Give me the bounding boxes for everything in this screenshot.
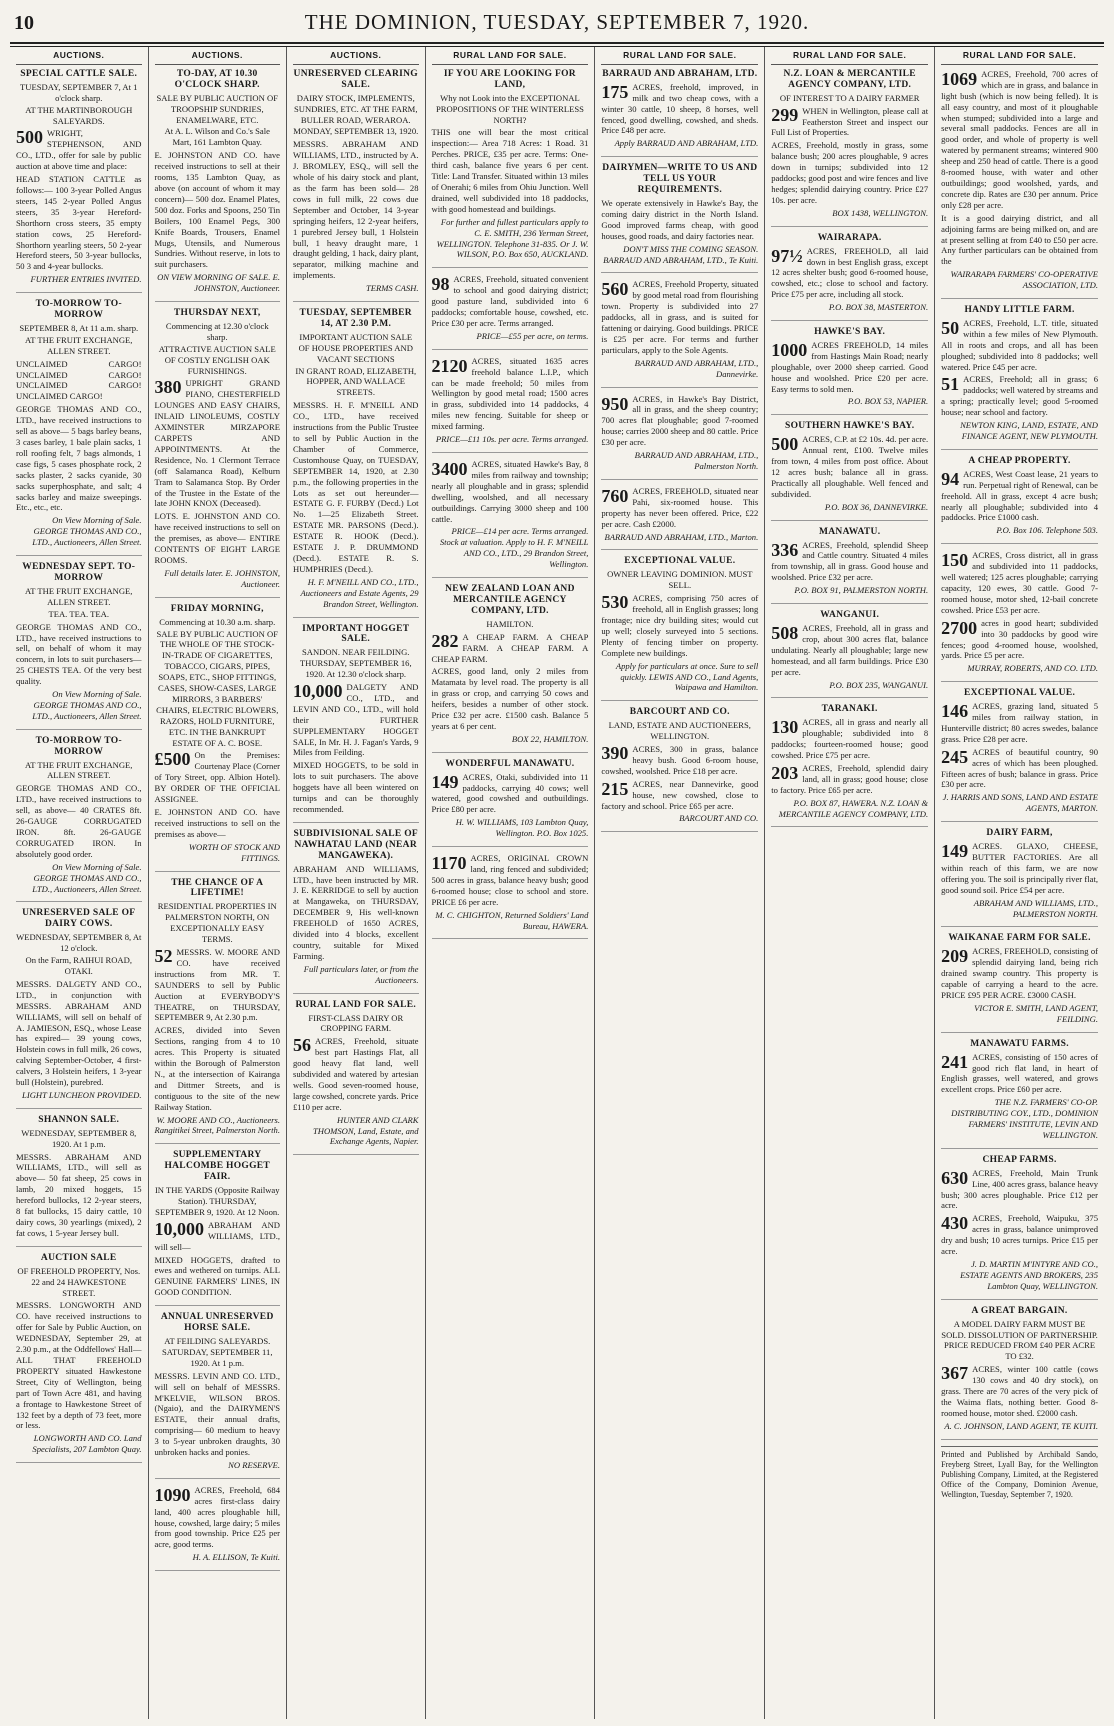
ad-text: ACRES, all in grass and nearly all ploughable; subdivided into 8 paddocks; fourteen-roomed house; good cowshed. Price £75 per acre. [771,717,929,761]
advertisement [155,1485,281,1571]
ad-heading: NEW ZEALAND LOAN AND MERCANTILE AGENCY COMPANY, LTD. [445,584,575,616]
ad-place: AT THE FRUIT EXCHANGE, ALLEN STREET. [25,759,133,781]
ad-place: On the Farm, RAIHUI ROAD, OTAKI. [25,955,132,976]
ad-subheading: Why not Look into the EXCEPTIONAL PROPOSITIONS OF THE WINTERLESS NORTH? [435,92,584,125]
ad-signature: P.O. BOX 38, MASTERTON. [828,302,929,313]
column-6 [765,47,935,1719]
advertisement [16,908,142,1108]
advertisement [155,69,281,302]
ad-signature: PRICE—£55 per acre, on terms. [476,330,589,341]
ad-text: MESSRS. LONGWORTH AND CO. have received instructions to offer for Sale by Public Auction, on WEDNESDAY, September 29, at 2.30 p.m., at the Oddfellows' Hall— ALL THAT FREEHOLD PROPERTY situated Hawkestone Street, City of Wellington, being part of Town Acre 481, and having a frontage to Hawkestone Street of 132 feet by a depth of 73 feet, more or less. [16,1300,142,1431]
column-7 [935,47,1104,1719]
ad-signature: WAIRARAPA FARMERS' CO-OPERATIVE ASSOCIATION, LTD. [950,269,1098,291]
ad-subheading: Commencing at 12.30 o'clock sharp. [165,320,269,342]
ad-signature: P.O. BOX 53, NAPIER. [847,396,929,407]
ad-text: THIS one will bear the most critical inspection:— Area 718 Acres: 1 Road. 31 Perches. PRICE, £35 per acre. Terms: One-third cash, balance five years 6 per cent. Title: Land Transfer. Situated within 13 miles of Onerahi; 6 miles from Ohiu Junction. Well drained, well subdivided into 18 paddocks, with good homestead and buildings. [431,127,589,214]
ad-place: ATTRACTIVE AUCTION SALE OF COSTLY ENGLISH OAK FURNISHINGS. [158,343,276,376]
ad-heading: WAIKANAE FARM FOR SALE. [948,933,1091,944]
ad-text-secondary: ACRES, Freehold; all in grass; 6 paddocks; well watered by streams and a spring; practically level; good 5-roomed house; near school and factory. [941,374,1098,418]
ad-text-secondary: ACRES, near Dannevirke, good house, new cowshed, close to factory and school. Price £65 per acre. [601,778,759,811]
ad-subheading: SANDON. NEAR FEILDING. THURSDAY, SEPTEMBER 16, 1920. At 12.30 o'clock sharp. [299,647,412,680]
ad-subheading: WEDNESDAY, SEPTEMBER 8, 1920. At 1 p.m. [21,1127,137,1149]
column-4 [426,47,596,1719]
ad-heading: TUESDAY, SEPTEMBER 14, AT 2.30 P.M. [299,308,412,329]
ad-subheading: SEPTEMBER 8, At 11 a.m. sharp. [19,322,139,333]
ad-signature: On View Morning of Sale. GEORGE THOMAS AND CO., LTD., Auctioneers, Allen Street. [32,515,142,548]
ad-signature: H. W. WILLIAMS, 103 Lambton Quay, Wellington. P.O. Box 1025. [455,817,589,839]
ad-text: WRIGHT, STEPHENSON, AND CO., LTD., offer for sale by public auction at above time and place: [16,128,142,172]
ad-signature: NEWTON KING, LAND, ESTATE, AND FINANCE AGENT, NEW PLYMOUTH. [960,420,1098,441]
ad-text-secondary: MIXED HOGGETS, to be sold in lots to suit purchasers. The above hoggets have all been wintered on turnips and can be thoroughly recommended. [293,760,419,814]
ad-heading: RURAL LAND FOR SALE. [295,999,417,1010]
ad-figure-secondary: 430 [941,1213,969,1234]
ad-signature: BARRAUD AND ABRAHAM, LTD., Dannevirke. [634,357,759,379]
ad-signature: ON VIEW MORNING OF SALE. E. JOHNSTON, Auctioneer. [157,272,280,294]
ad-heading: SPECIAL CATTLE SALE. [20,68,138,79]
column-header: AUCTIONS. [16,47,142,65]
ad-subheading: SALE BY PUBLIC AUCTION OF TROOPSHIP SUNDRIES, ENAMELWARE, ETC. [156,92,278,125]
ad-figure: 760 [601,485,629,506]
advertisement [941,305,1098,450]
advertisement [293,69,419,302]
ad-signature: M. C. CHIGHTON, Returned Soldiers' Land Bureau, HAWERA. [435,909,589,931]
ad-signature: A. C. JOHNSON, LAND AGENT, TE KUITI. [944,1420,1098,1431]
column-header: RURAL LAND FOR SALE. [771,47,928,65]
ad-signature: Apply BARRAUD AND ABRAHAM, LTD. [614,138,759,149]
ad-text: MESSRS. DALGETY AND CO., LTD., in conjunction with MESSRS. ABRAHAM AND WILLIAMS, will sell on behalf of A. JAMIESON, ESQ., whose Lease has expired— 39 young cows, Holstein cows in full milk, 26 cows, calving September-October, 4 first-calvers, 3 Holstein heifers, 1 3-year bull (Holstein), purebred. [16,978,142,1088]
ad-signature: P.O. BOX 235, WANGANUI. [829,679,929,690]
advertisement [941,1155,1098,1300]
ad-heading: BARRAUD AND ABRAHAM, LTD. [602,68,758,79]
ad-text: ACRES, Freehold, all in grass and crop, about 300 acres flat, balance undulating. Nearly all ploughable; large new homestead, and all farm buildings. Price £30 per acre. [771,622,929,677]
ad-text: ACRES, West Coast lease, 21 years to run. Perpetual right of Renewal, can be freehold. All in grass, except 4 acre bush; nearly all ploughable; subdivided into 4 paddocks. Price £1000 cash. [941,468,1098,523]
ad-signature: TERMS CASH. [365,283,419,294]
advertisement [432,459,589,578]
ad-text: ACRES, consisting of 150 acres of good rich flat land, in heart of English grasses, well watered, and grows excellent crops. Price £60 per acre. [941,1051,1098,1095]
ad-text: MESSRS. H. F. M'NEILL AND CO., LTD., have received instructions from the Public Trustee to sell by Public Auction in the Chamber of Commerce, Customhouse Quay, on TUESDAY, SEPTEMBER 14, 1920, at 2.30 p.m., the following properties in the Lots as set out hereunder— ESTATE G. F. FURBY (Decd.) Lot No. 1—25 Elizabeth Street. ESTATE MR. PARSONS (Decd.). ESTATE R. HOOK (Decd.). ESTATE J. P. DRUMMOND (Decd.). ESTATE R. S. HUMPHRIES (Decd.). [293,400,419,574]
ad-figure: 560 [601,279,629,300]
ad-heading: BARCOURT AND CO. [629,707,730,718]
ad-place: AT THE MARTINBOROUGH SALEYARDS. [25,104,133,126]
ad-heading: A CHEAP PROPERTY. [968,455,1071,466]
ad-figure: 130 [771,717,799,738]
ad-text: A CHEAP FARM. A CHEAP FARM. A CHEAP FARM. A CHEAP FARM. [431,631,589,664]
ad-subheading: OWNER LEAVING DOMINION. MUST SELL. [607,569,753,591]
ad-subheading: AT FEILDING SALEYARDS. SATURDAY, SEPTEMBER 11, 1920. At 1 p.m. [162,1335,273,1368]
column-header: AUCTIONS. [155,47,281,65]
ad-text-secondary: ACRES, Freehold, splendid dairy land, all in grass; good house; close to factory. Price £65 per acre. [771,762,929,795]
ad-place: AT THE FRUIT EXCHANGE, ALLEN STREET. [25,334,133,356]
ad-signature: PRICE—£14 per acre. Terms arranged. Stock at valuation. Apply to H. F. M'NEILL AND CO., LTD., 29 Brandon Street, Wellington. [439,526,589,570]
ad-signature: THE N.Z. FARMERS' CO-OP. DISTRIBUTING COY., LTD., DOMINION FARMERS' INSTITUTE, LEVIN AND WELLINGTON. [951,1097,1098,1140]
column-2 [149,47,288,1719]
ad-figure: 630 [941,1167,969,1188]
ad-heading: N.Z. LOAN & MERCANTILE AGENCY COMPANY, LTD. [783,68,916,90]
ad-figure: 175 [601,81,629,102]
ad-figure: 10,000 [154,1218,204,1239]
ad-subheading: OF INTEREST TO A DAIRY FARMER [779,92,920,103]
advertisement [771,704,928,827]
ad-text: MESSRS. ABRAHAM AND WILLIAMS, LTD., instructed by A. J. BROMLEY, ESQ., will sell the whole of his dairy stock and plant, as the farm has been sold— 28 cows in full milk, 22 cows due September and October, 14 3-year springing heifers, 12 2-year heifers, 1 purebred Jersey bull, 1 Holstein bull, 1 heavy draught mare, 1 draught gelding, 1 hack, dairy plant, separator, milking machine and implements. [293,139,419,281]
ad-figure: 508 [771,622,799,643]
ad-text-secondary: HEAD STATION CATTLE as follows:— 100 3-year Polled Angus steers, 145 2-year Polled Angus steers, 35 3-year Hereford-Shorthorn cross steers, 35 empty station cows, 25 Hereford-Shorthorn yearling steers, 50 2-year Hereford steers, 50 3-year bullocks, 50 3 and 4-year bullocks. [16,174,142,272]
ad-figure: 2120 [431,355,468,376]
ad-figure-secondary: 245 [941,746,969,767]
ad-text: ACRES, Freehold Property, situated by good metal road from flourishing town. Property is subdivided into 27 paddocks, all in grass, and is suited for fattening or dairying. Good buildings. PRICE is £25 per acre. For terms and further particulars, apply to the Sole Agents. [601,279,759,355]
ad-figure: 1090 [154,1484,191,1505]
ad-figure: 530 [601,592,629,613]
ad-signature: On View Morning of Sale. GEORGE THOMAS AND CO., LTD., Auctioneers, Allen Street. [32,861,142,894]
ad-heading: SHANNON SALE. [38,1114,120,1125]
ad-heading: IMPORTANT HOGGET SALE. [302,623,410,645]
advertisement [155,1150,281,1306]
ad-signature: WORTH OF STOCK AND FITTINGS. [188,841,280,863]
ad-signature: LIGHT LUNCHEON PROVIDED. [22,1089,142,1100]
ad-text: ACRES, FREEHOLD, situated near Pahi, six-roomed house. This property has never been offered. Price, £22 per acre. Cash £2000. [601,485,759,529]
ad-heading: WEDNESDAY SEPT. TO-MORROW [22,562,136,583]
ad-text: MESSRS. W. MOORE AND CO. have received instructions from MR. T. SAUNDERS to sell by Public Auction at EVERYBODY'S THEATRE, on THURSDAY, SEPTEMBER 9, At 2.30 p.m. [154,946,280,1023]
ad-text: ACRES. GLAXO, CHEESE, BUTTER FACTORIES. Are all within reach of this farm, we are now offering you. The soil is principally river flat, good sound soil. Price £54 per acre. [941,841,1098,895]
ad-heading: SUBDIVISIONAL SALE OF NAWHATAU LAND (NEAR MANGAWEKA). [293,828,419,861]
advertisement [771,233,928,321]
ad-subheading: IMPORTANT AUCTION SALE OF HOUSE PROPERTIES AND VACANT SECTIONS [298,331,413,364]
ad-subheading: FIRST-CLASS DAIRY OR CROPPING FARM. [308,1012,404,1034]
advertisement [601,163,758,273]
advertisement [432,356,589,453]
ad-figure: 500 [16,127,43,148]
ad-heading: IF YOU ARE LOOKING FOR LAND, [443,68,576,90]
advertisement [432,69,589,268]
ad-figure: 241 [941,1051,969,1072]
ad-subheading: OF FREEHOLD PROPERTY, Nos. 22 and 24 HAWKESTONE STREET. [17,1265,141,1298]
ad-figure: 950 [601,393,629,414]
column-header: RURAL LAND FOR SALE. [941,47,1098,65]
ad-signature: BOX 1438, WELLINGTON. [832,207,929,218]
advertisement [941,1306,1098,1440]
ad-signature: Full details later. E. JOHNSTON, Auctioneer. [164,567,280,589]
advertisement [941,933,1098,1032]
advertisement [155,604,281,872]
ad-text-secondary: ACRES, Freehold, mostly in grass, some balance bush; 200 acres ploughable, 9 acres down in turnips; subdivided into 12 paddocks; good post and wire fences and live hedges; splendid dairying country. Price £27 10s. per acre. [771,140,929,205]
ad-signature: J. HARRIS AND SONS, LAND AND ESTATE AGENTS, MARTON. [942,792,1098,814]
column-grid [10,46,1104,1719]
ad-signature: BARRAUD AND ABRAHAM, LTD., Marton. [604,531,759,542]
advertisement [293,624,419,823]
ad-heading: A GREAT BARGAIN. [971,1305,1068,1316]
column-header: RURAL LAND FOR SALE. [432,47,589,65]
advertisement [941,1039,1098,1149]
ad-figure: 367 [941,1363,969,1384]
ad-figure-secondary: 203 [771,762,799,783]
ad-heading: DAIRYMEN—WRITE TO US AND TELL US YOUR REQUIREMENTS. [602,163,758,196]
ad-subheading: Commencing at 10.30 a.m. sharp. [159,616,276,627]
ad-text: ACRES, Freehold, situate best part Hastings Flat, all good heavy flat land, well subdivided and watered by artesian wells. Good seven-roomed house, large cowshed, concrete yards. Price £110 per acre. [293,1036,419,1112]
ad-heading: EXCEPTIONAL VALUE. [624,556,736,567]
advertisement [601,486,758,551]
column-5 [595,47,765,1719]
ad-text: ACRES, 300 in grass, balance heavy bush. Good 6-room house, cowshed, woolshed. Price £18 per acre. [601,744,759,776]
advertisement [432,853,589,939]
ad-figure: 97½ [771,245,803,266]
advertisement [941,550,1098,682]
ad-subheading: LAND, ESTATE AND AUCTIONEERS, WELLINGTON. [608,720,751,742]
ad-figure: 3400 [431,459,468,479]
advertisement [155,878,281,1145]
advertisement [941,69,1098,299]
column-3 [287,47,426,1719]
ad-figure: 500 [771,434,799,455]
ad-heading: TO-MORROW TO-MORROW [35,299,122,321]
ad-figure: 299 [771,104,799,125]
ad-text: ACRES, Freehold, 700 acres of which are in grass, and balance in light bush (which is now being felled). It is all easy country, and most of it ploughable when stumped; subdivided into a large and several small paddocks. Fences are all in good order, and whole of property is well watered by permanent streams; wintered 900 sheep and 250 head of cattle. There is a good 8-roomed house, with water and other outbuildings; good woolshed, yards, and concrete dip. Rates are £30 per annum. Price only £28 per acre. [941,68,1098,210]
ad-subheading: AT THE FRUIT EXCHANGE, ALLEN STREET. [25,585,133,607]
ad-text: ACRES, Freehold, 684 acres first-class dairy land, 400 acres ploughable hill, house, cowshed, large dairy; 5 miles from good township. Price £25 per acre, good terms. [154,1484,280,1550]
ad-text: GEORGE THOMAS AND CO., LTD., have received instructions to sell, on behalf of whom it may concern, in lots to suit purchasers— 25 CHESTS TEA. Of the very best quality. [16,621,142,687]
ad-figure: 94 [941,468,960,489]
ad-text: ACRES, freehold, improved, in milk and two cheap cows, with a winter 30 cattle, 10 sheep, 8 horses, well fenced, good dwelling, cowshed, and sheds. Price £48 per acre. [601,81,759,136]
ad-text: DALGETY AND CO., LTD., and LEVIN AND CO., LTD., will hold their FURTHER SUPPLEMENTARY HOGGET SALE, In Mr. H. J. Fagan's Yards, 9 Miles from Feilding. [293,682,419,758]
ad-text: ACRES FREEHOLD, 14 miles from Hastings Main Road; nearly ploughable, over 2000 sheep carried. Good house and woolshed. Price £20 per acre. Easy terms to sold men. [771,339,929,394]
ad-signature: NO RESERVE. [228,1459,280,1470]
ad-figure: 1170 [431,853,467,874]
ad-heading: THURSDAY NEXT, [173,308,261,319]
ad-text: ACRES, FREEHOLD, consisting of splendid dairying land, being rich drained swamp country. This property is capable of carrying a heard to the acre. PRICE £95 PER ACRE. £3000 CASH. [941,946,1098,1000]
advertisement [293,308,419,617]
ad-text: E. JOHNSTON AND CO. have received instructions to sell at their rooms, 135 Lambton Quay, as above (on account of whom it may concern)— 500 doz. Enamel Plates, 500 doz. Forks and Spoons, 250 Tin Boilers, 100 Enamel Pegs, 300 Knife Boards, Trousers, Enamel Mugs, Utensils, and Numerous Sundries. Without reserve, in lots to suit purchasers. [154,150,280,270]
ad-heading: TO-MORROW TO-MORROW [35,735,122,757]
ad-place: SALE BY PUBLIC AUCTION OF THE WHOLE OF THE STOCK-IN-TRADE OF CIGARETTES, TOBACCO, CIGARS, PIPES, SOAPS, ETC., SHOP FITTINGS, CASES, SHOW-CASES, LARGE MIRRORS, 3 BARBERS' CHAIRS, ELECTRIC BLOWERS, RAZORS, HOLD FURNITURE, ETC. IN THE BANKRUPT ESTATE OF A. C. BOSE. [156,628,279,748]
printer-imprint: Printed and Published by Archibald Sando, Freyberg Street, Lyall Bay, for the Wellington Publishing Company, Limited, at the Registered Office of the Company, Dominion Avenue, Wellington, Tuesday, September 7, 1920. [941,1446,1098,1500]
ad-heading: FRIDAY MORNING, [170,603,264,614]
advertisement [16,562,142,730]
ad-text: MESSRS. ABRAHAM AND WILLIAMS, LTD., will sell as above— 50 fat sheep, 25 cows in lamb, 20 mixed hoggets, 15 hereford bullocks, 12 2-year steers, 8 fat bullocks, 15 dairy cattle, 10 dairy cows, 30 yearlings (mixed), 2 fat cows, 1 5-year Jersey bull. [16,1151,142,1238]
advertisement [771,610,928,698]
ad-text: ACRES, comprising 750 acres of freehold, all in English grasses; long frontage; nice dry building sites; would cut up well; closely surveyed into 5 sections. Plenty of fencing timber on property. Complete new buildings. [601,593,759,658]
ad-text-secondary: MIXED HOGGETS, drafted to ewes and wethered on turnips. ALL GENUINE FARMERS' LINES, IN GOOD CONDITION. [154,1254,280,1298]
advertisement [155,1312,281,1479]
advertisement [432,274,589,349]
ad-signature: Apply for particulars at once. Sure to sell quickly. LEWIS AND CO., Land Agents, Waipawa and Hamilton. [615,660,759,693]
ad-text: ACRES, Freehold, splendid Sheep and Cattle country. Situated 4 miles from township, all in grass. Good house and woolshed. Price £32 per acre. [771,539,929,583]
ad-heading: UNRESERVED SALE OF DAIRY COWS. [22,908,136,930]
ad-signature: FURTHER ENTRIES INVITED. [30,274,142,285]
ad-figure: 150 [941,550,969,571]
advertisement [941,456,1098,544]
ad-place: TEA. TEA. TEA. [48,608,110,619]
advertisement [771,327,928,415]
advertisement [16,1115,142,1247]
advertisement [941,828,1098,927]
ad-heading: THE CHANCE OF A LIFETIME! [171,877,264,899]
ad-text: ACRES, winter 100 cattle (cows 130 cows and 40 dry stock), on grass. There are 70 acres of the very pick of the Waima flats, nothing better. Good 8-roomed house, motor shed. £2000 cash. [941,1364,1098,1418]
advertisement [432,759,589,847]
ad-figure: 52 [154,945,173,966]
ad-place: MONDAY, SEPTEMBER 13, 1920. [293,126,419,137]
page-number: 10 [14,12,34,34]
ad-text: ACRES, C.P. at £2 10s. 4d. per acre. Annual rent, £100. Twelve miles from town, 4 miles from post office. About 12 acres bush; balance all in grass. Practically all ploughable. Well fenced and subdivided. [771,434,929,499]
ad-text: ACRES, grazing land, situated 5 miles from railway station, in Hunterville district; 80 acres swedes, balance grass. Price £28 per acre. [941,701,1098,744]
ad-signature: P.O. BOX 36, DANNEVIRKE. [824,501,929,512]
ad-heading: EXCEPTIONAL VALUE. [963,688,1076,699]
ad-heading: MANAWATU FARMS. [970,1038,1069,1049]
ad-signature: For further and fullest particulars apply to C. E. SMITH, 236 Yerman Street, WELLINGTON. Telephone 31-835. Or J. W. WILSON, P.O. Box 650, AUCKLAND. [436,216,589,260]
ad-subheading: A MODEL DAIRY FARM MUST BE SOLD. DISSOLUTION OF PARTNERSHIP. PRICE REDUCED FROM £40 PER ACRE TO £32. [941,1318,1098,1362]
ad-figure: 98 [431,274,450,295]
ad-place: IN GRANT ROAD, ELIZABETH, HOPPER, AND WALLACE STREETS. [295,365,417,398]
ad-text-secondary: ACRES, good land, only 2 miles from Matamata by level road. The property is all in grass or crop, and carrying 50 cows and heifers, besides a number of other stock. Price £32 per acre. £1500 cash. Balance 5 years at 6 per cent. [431,666,589,731]
ad-figure-secondary: 2700 [941,617,978,638]
ad-figure: 336 [771,539,799,560]
ad-figure: 390 [601,743,629,764]
ad-text: ABRAHAM AND WILLIAMS, LTD., have been instructed by MR. J. E. KERRIDGE to sell by auction at Mangaweka, on THURSDAY, DECEMBER 9, His well-known FREEHOLD of 1650 ACRES, divided into 4 blocks, excellent country, suitable for Mixed Farming. [293,863,419,961]
ad-figure: £500 [154,749,191,770]
advertisement [432,584,589,753]
column-1 [10,47,149,1719]
ad-text: We operate extensively in Hawke's Bay, the coming dairy district in the North Island. Good improved farms cheap, with good houses, good roads, and dairy factories near. [601,197,759,241]
ad-signature: BARCOURT AND CO. [679,813,759,824]
ad-signature: Full particulars later, or from the Auctioneers. [303,963,419,985]
ad-subheading: DAIRY STOCK, IMPLEMENTS, SUNDRIES, ETC. AT THE FARM, BULLER ROAD, WERAROA. [294,92,418,125]
ad-figure-secondary: 51 [941,374,960,395]
ad-text-secondary: LOTS. E. JOHNSTON AND CO. have received instructions to sell on the premises, as above— ENTIRE CONTENTS OF EIGHT LARGE ROOMS. [154,511,280,565]
ad-heading: WAIRARAPA. [817,232,882,243]
ad-text: ACRES, Cross district, all in grass and subdivided into 11 paddocks, well watered; 125 acres ploughable; carrying capacity, 120 ewes, 30 cattle. Good 7-roomed house, motor shed, 12-bail concrete cowshed. Price £53 per acre. [941,550,1098,615]
ad-text: MESSRS. LEVIN AND CO. LTD., will sell on behalf of MESSRS. M'KELVIE, WILSON BROS. (Ngaio), and the DAIRYMEN'S ESTATE, their annual drafts, comprising— 60 medium to heavy 3 to 5-year unbroken draughts, 30 unbroken hacks and ponies. [154,1370,280,1458]
ad-signature: On View Morning of Sale. GEORGE THOMAS AND CO., LTD., Auctioneers, Allen Street. [32,689,142,721]
ad-text: ACRES, Freehold, situated convenient to school and good dairying district; good pasture land, subdivided into 6 paddocks; comfortable house, cowshed, etc. Price £30 per acre. Terms arranged. [431,274,589,328]
ad-signature: BOX 22, HAMILTON. [511,733,589,744]
ad-signature: P.O. Box 106. Telephone 503. [996,525,1098,536]
ad-heading: HAWKE'S BAY. [814,327,886,338]
ad-signature: P.O. BOX 87, HAWERA. N.Z. LOAN & MERCANTILE AGENCY COMPANY, LTD. [778,797,929,819]
ad-text: UNCLAIMED CARGO! UNCLAIMED CARGO! UNCLAIMED CARGO! UNCLAIMED CARGO! [16,358,142,402]
ad-subheading: WEDNESDAY, SEPTEMBER 8, At 12 o'clock. [16,932,142,954]
ad-figure: 380 [154,377,182,398]
advertisement [293,1000,419,1156]
ad-signature: H. A. ELLISON, Te Kuiti. [192,1552,280,1563]
ad-figure: 1069 [941,68,978,89]
ad-text: ACRES, Otaki, subdivided into 11 paddocks, carrying 40 cows; well watered, good cowshed and outbuildings. Price £80 per acre. [431,771,589,815]
advertisement [16,69,142,293]
advertisement [293,829,419,994]
ad-figure: 149 [941,841,969,862]
ad-text: ABRAHAM AND WILLIAMS, LTD., will sell— [154,1219,280,1252]
ad-subheading: RESIDENTIAL PROPERTIES IN PALMERSTON NORTH, ON EXCEPTIONALLY EASY TERMS. [157,901,277,945]
ad-text: ACRES, in Hawke's Bay District, all in grass, and the sheep country; 700 acres flat ploughable; good 7-roomed house; carries 2000 sheep and 80 cattle. Price £30 per acre. [601,393,759,448]
ad-signature: DON'T MISS THE COMING SEASON. BARRAUD AND ABRAHAM, LTD., Te Kuiti. [603,243,759,265]
ad-text-secondary: ACRES of beautiful country, 90 acres of which has been ploughed. Fifteen acres of bush; balance in grass. Price £30 per acre. [941,746,1098,790]
advertisement [601,394,758,480]
advertisement [155,308,281,598]
ad-signature: LONGWORTH AND CO. Land Specialists, 207 Lambton Quay. [32,1433,142,1455]
ad-heading: UNRESERVED CLEARING SALE. [293,68,418,90]
ad-signature: PRICE—£11 10s. per acre. Terms arranged. [435,434,589,445]
ad-figure: 50 [941,317,960,338]
advertisement [16,1253,142,1463]
ad-text: ACRES, situated 1635 acres freehold balance L.I.P., which can be made freehold; 50 miles from Wellington by good metal road; 1500 acres in grass, subdivided into 14 paddocks, 4 miles new fencing. Suitable for sheep or mixed farming. [431,355,589,432]
ad-signature: MURRAY, ROBERTS, AND CO. LTD. [967,663,1098,674]
ad-signature: BARRAUD AND ABRAHAM, LTD., Palmerston North. [634,450,759,471]
ad-text-secondary: E. JOHNSTON AND CO. have received instructions to sell on the premises as above— [154,807,280,839]
ad-text-secondary: ACRES, divided into Seven Sections, ranging from 4 to 10 acres. This Property is situated within the Borough of Palmerston N., at the intersection of Kairanga and Dittmer Streets, and is contiguous to the site of the new Railway Station. [154,1025,280,1112]
ad-text: ACRES, situated Hawke's Bay, 8 miles from railway and township; nearly all ploughable and in grass; splendid dwelling, woolshed, and all necessary outbuildings. Carrying 3000 sheep and 100 cattle. [431,459,589,524]
ad-figure: 282 [431,630,459,651]
ad-figure: 10,000 [293,681,343,702]
ad-heading: MANAWATU. [819,526,881,537]
advertisement [601,556,758,701]
advertisement [771,527,928,604]
ad-heading: SUPPLEMENTARY HALCOMBE HOGGET FAIR. [164,1150,271,1183]
ad-figure: 146 [941,701,969,722]
advertisement [771,69,928,227]
ad-text-secondary: ACRES, Freehold, Waipuku, 375 acres in grass, balance unimproved dry and bush; 10 acres turnips. Price £15 per acre. [941,1213,1098,1257]
ad-signature: ABRAHAM AND WILLIAMS, LTD., PALMERSTON NORTH. [973,897,1098,919]
ad-subheading: HAMILTON. [486,618,534,629]
advertisement [941,688,1098,822]
ad-text: ACRES, ORIGINAL CROWN land, ring fenced and subdivided; 500 acres in grass, balance heavy bush; good 6-roomed house; close to school and store. PRICE £6 per acre. [431,853,589,907]
masthead [10,10,1104,44]
ad-heading: ANNUAL UNRESERVED HORSE SALE. [160,1312,274,1334]
ad-signature: HUNTER AND CLARK THOMSON, Land, Estate, and Exchange Agents, Napier. [312,1114,419,1147]
advertisement [601,69,758,157]
ad-signature: VICTOR E. SMITH, LAND AGENT, FEILDING. [974,1002,1098,1024]
ad-subheading: TUESDAY, SEPTEMBER 7, At 1 o'clock sharp. [20,81,138,103]
ad-signature: P.O. BOX 91, PALMERSTON NORTH. [794,585,929,596]
ad-signature: W. MOORE AND CO., Auctioneers. Rangitikei Street, Palmerston North. [154,1114,280,1136]
ad-text: GEORGE THOMAS AND CO., LTD., have received instructions to sell, as above— 40 CRATES 8ft. 26-GAUGE CORRUGATED IRON. 8ft. 26-GAUGE CORRUGATED IRON. In absolutely good order. [16,783,142,859]
advertisement [601,279,758,387]
ad-text: WHEN in Wellington, please call at Featherston Street and inspect our Full List of Properties. [771,105,929,138]
advertisement [16,736,142,903]
ad-heading: TO-DAY, AT 10.30 O'CLOCK SHARP. [174,68,260,90]
column-header: RURAL LAND FOR SALE. [601,47,758,65]
advertisement [771,421,928,520]
ad-heading: WONDERFUL MANAWATU. [445,758,575,769]
advertisement [601,707,758,832]
ad-text: ACRES, FREEHOLD, all laid down in best English grass, except 12 acres shelter bush; good 6-roomed house, cowshed, etc.; close to school and factory. Price £75 per acre, including all stock. [771,245,929,300]
ad-heading: HANDY LITTLE FARM. [964,305,1075,316]
ad-figure: 149 [431,771,459,792]
advertisement [16,299,142,556]
ad-signature: J. D. MARTIN M'INTYRE AND CO., ESTATE AGENTS AND BROKERS, 235 Lambton Quay, WELLINGTON. [960,1259,1098,1291]
ad-text-secondary: acres in good heart; subdivided into 30 paddocks by good wire fences; good 4-roomed house, woolshed, yards. Price £5 per acre. [941,617,1098,661]
ad-heading: SOUTHERN HAWKE'S BAY. [784,421,915,432]
ad-signature: H. F. M'NEILL AND CO., LTD., Auctioneers and Estate Agents, 29 Brandon Street, Wellington. [300,576,419,609]
column-header: AUCTIONS. [293,47,419,65]
ad-figure: 56 [293,1035,311,1056]
ad-place: At A. L. Wilson and Co.'s Sale Mart, 161 Lambton Quay. [164,126,270,148]
ad-text-secondary: It is a good dairying district, and all adjoining farms are being milked on, and are at present selling at from £40 to £50 per acre. Any further particulars can be obtained from the [941,212,1098,267]
ad-heading: AUCTION SALE [40,1252,117,1263]
ad-heading: TARANAKI. [821,704,878,715]
ad-text: On the Premises: Courtenay Place (Corner of Tory Street, opp. Albion Hotel). BY ORDER OF THE OFFICIAL ASSIGNEE. [154,750,280,805]
ad-figure-secondary: 215 [601,778,629,799]
ad-heading: CHEAP FARMS. [982,1154,1057,1165]
ad-heading: DAIRY FARM, [986,828,1053,839]
newspaper-title: THE DOMINION, TUESDAY, SEPTEMBER 7, 1920. [304,10,810,34]
ad-text-secondary: GEORGE THOMAS AND CO., LTD., have received instructions to sell as above— 5 bags barley beans, 3 cases barley, 1 bale plain sacks, 1 roll roofing felt, 7 bags almonds, 1 case figs, 5 cases phosphate rock, 2 sacks plaster, 2 sacks cyanide, 30 sacks superphosphate, and salt; 4 sacks barley and maize sweepings. Etc., etc., etc. [16,404,142,513]
ad-figure: 1000 [771,339,808,360]
ad-text: ACRES, Freehold, L.T. title, situated within a few miles of New Plymouth. All in roots and crops, and all has been ploughed; subdivided into 8 paddocks; well watered. Price £45 per acre. [941,317,1098,372]
ad-heading: WANGANUI. [820,610,880,621]
ad-text: UPRIGHT GRAND PIANO, CHESTERFIELD LOUNGES AND EASY CHAIRS, INLAID LINOLEUMS, COSTLY AXMINSTER MIRZAPORE CARPETS AND APPOINTMENTS. At the Residence, No. 1 Clermont Terrace (off Salamanca Road), Kelburn Tram to Salamanca Stop. By Order of the Trustee in the Estate of the late JOHN KNOX (Deceased). [154,378,280,509]
ad-figure: 209 [941,946,969,967]
ad-text: ACRES, Freehold, Main Trunk Line, 400 acres grass, balance heavy bush; 300 acres ploughable. Price £12 per acre. [941,1167,1098,1211]
ad-subheading: IN THE YARDS (Opposite Railway Station). THURSDAY, SEPTEMBER 9, 1920. At 12 Noon. [154,1185,280,1217]
